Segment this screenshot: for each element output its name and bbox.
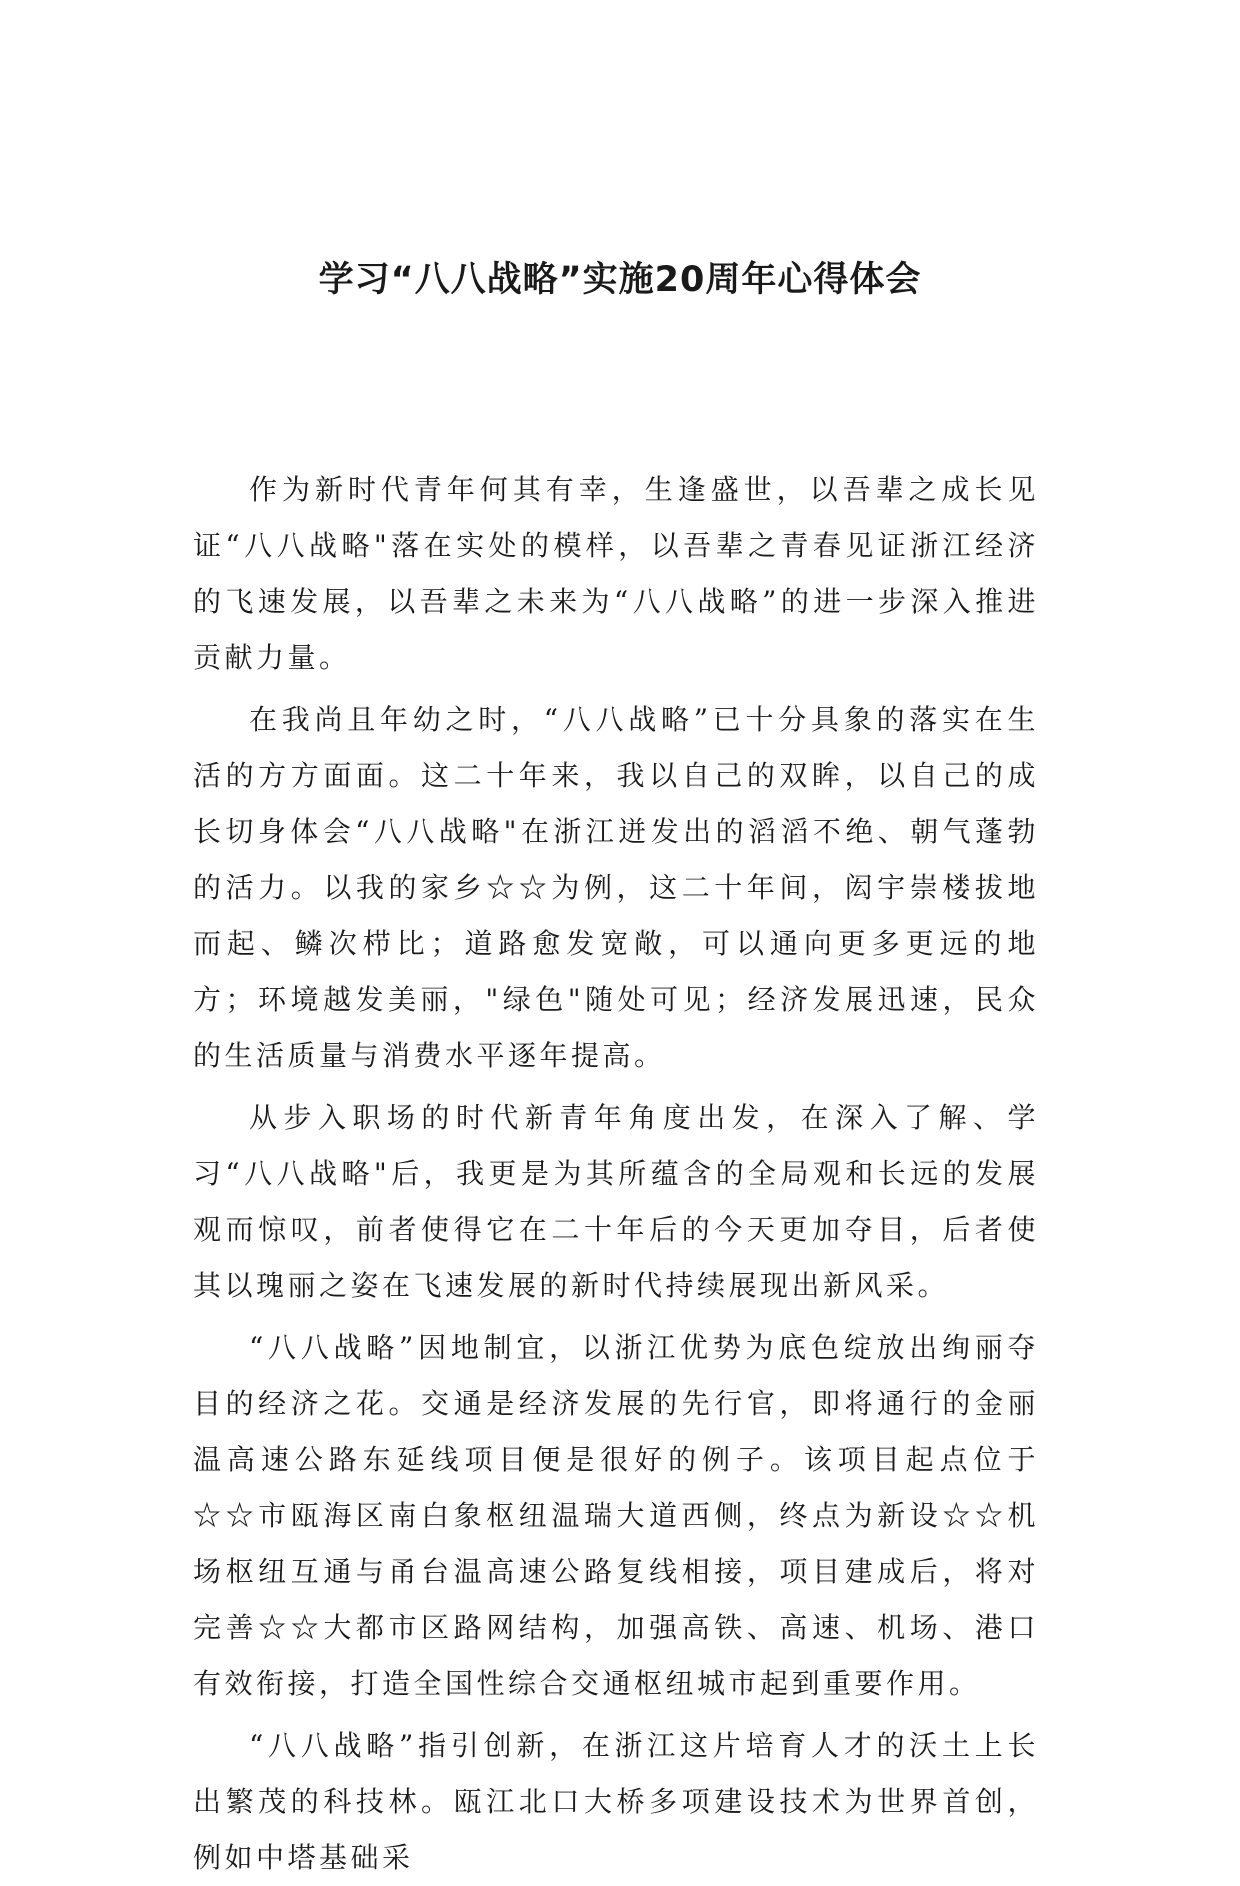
paragraph-1: 作为新时代青年何其有幸，生逢盛世，以吾辈之成长见证“八八战略"落在实处的模样，以吾辈之青春见证浙江经济的飞速发展，以吾辈之未来为“八八战略”的进一步深入推进贡献力量。 xyxy=(193,473,1039,674)
document-body xyxy=(193,462,1039,1886)
paragraph-4: “八八战略”因地制宜，以浙江优势为底色绽放出绚丽夺目的经济之花。交通是经济发展的先行官，即将通行的金丽温高速公路东延线项目便是很好的例子。该项目起点位于☆☆市瓯海区南白象枢纽温瑞大道西侧，终点为新设☆☆机场枢纽互通与甬台温高速公路复线相接，项目建成后，将对完善☆☆大都市区路网结构，加强高铁、高速、机场、港口有效衔接，打造全国性综合交通枢纽城市起到重要作用。 xyxy=(193,1331,1039,1700)
paragraph-5: “八八战略”指引创新，在浙江这片培育人才的沃土上长出繁茂的科技林。瓯江北口大桥多项建设技术为世界首创，例如中塔基础采 xyxy=(193,1729,1039,1874)
paragraph-2: 在我尚且年幼之时，“八八战略”已十分具象的落实在生活的方方面面。这二十年来，我以自己的双眸，以自己的成长切身体会“八八战略"在浙江迸发出的滔滔不绝、朝气蓬勃的活力。以我的家乡☆☆为例，这二十年间，闳宇崇楼拔地而起、鳞次栉比；道路愈发宽敞，可以通向更多更远的地方；环境越发美丽，"绿色"随处可见；经济发展迅速，民众的生活质量与消费水平逐年提高。 xyxy=(193,703,1039,1072)
document-title: 学习“八八战略”实施20周年心得体会 xyxy=(318,260,922,300)
paragraph-3: 从步入职场的时代新青年角度出发，在深入了解、学习“八八战略"后，我更是为其所蕴含的全局观和长远的发展观而惊叹，前者使得它在二十年后的今天更加夺目，后者使其以瑰丽之姿在飞速发展的新时代持续展现出新风采。 xyxy=(193,1101,1039,1302)
